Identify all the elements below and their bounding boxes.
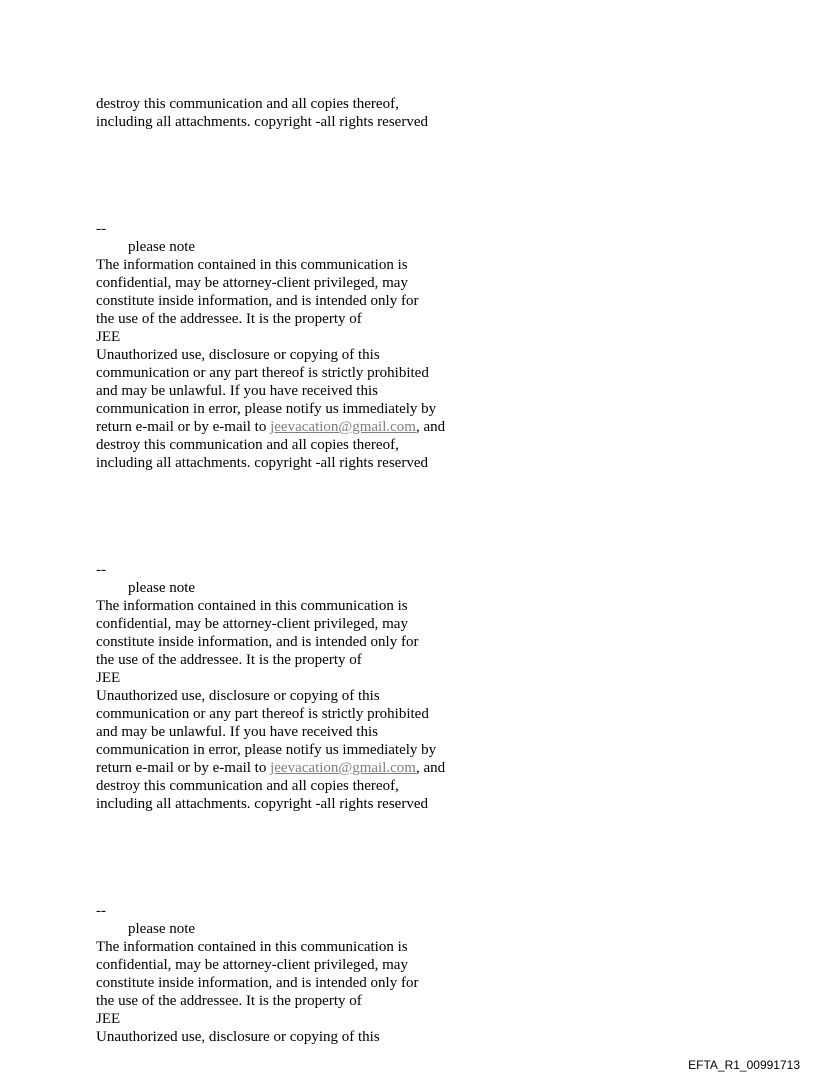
text-fragment: , and (415, 760, 446, 776)
text-line: communication or any part thereof is strictly prohibited (96, 365, 429, 381)
text-line: including all attachments. copyright -all rights reserved (96, 114, 428, 130)
text-line: Unauthorized use, disclosure or copying of this (96, 688, 380, 704)
text-line: The information contained in this communication is (96, 257, 408, 273)
spacer (96, 813, 516, 902)
text-fragment: return e-mail or by e-mail to (96, 419, 271, 435)
disclaimer-block (96, 220, 516, 472)
note-heading: please note (128, 239, 196, 255)
text-line: and may be unlawful. If you have received this (96, 383, 378, 399)
text-line: The information contained in this communication is (96, 598, 408, 614)
text-line: constitute inside information, and is intended only for (96, 634, 419, 650)
text-fragment: , and (415, 419, 446, 435)
text-line: communication or any part thereof is strictly prohibited (96, 706, 429, 722)
text-line: JEE (96, 670, 121, 686)
text-line (96, 418, 516, 436)
disclaimer-block (96, 561, 516, 813)
text-fragment: return e-mail or by e-mail to (96, 760, 271, 776)
text-line (96, 759, 516, 777)
disclaimer-block (96, 902, 516, 1046)
text-line: destroy this communication and all copies thereof, (96, 96, 399, 112)
note-heading: please note (128, 921, 196, 937)
text-line: confidential, may be attorney-client privileged, may (96, 275, 408, 291)
document-body (96, 95, 516, 1046)
text-line: Unauthorized use, disclosure or copying of this (96, 347, 380, 363)
text-line: destroy this communication and all copies thereof, (96, 437, 399, 453)
text-line: confidential, may be attorney-client privileged, may (96, 957, 408, 973)
spacer (96, 472, 516, 561)
text-line: communication in error, please notify us immediately by (96, 401, 437, 417)
email-link[interactable]: jeevacation@gmail.com (270, 760, 416, 776)
text-line: including all attachments. copyright -all rights reserved (96, 455, 428, 471)
text-line: and may be unlawful. If you have received this (96, 724, 378, 740)
separator: -- (96, 903, 106, 919)
email-link[interactable]: jeevacation@gmail.com (270, 419, 416, 435)
text-line: the use of the addressee. It is the property of (96, 311, 362, 327)
text-line: the use of the addressee. It is the property of (96, 993, 362, 1009)
text-line: including all attachments. copyright -all rights reserved (96, 796, 428, 812)
separator: -- (96, 562, 106, 578)
document-id: EFTA_R1_00991713 (688, 1058, 800, 1072)
note-heading: please note (128, 580, 196, 596)
text-line: JEE (96, 329, 121, 345)
text-line: destroy this communication and all copies thereof, (96, 778, 399, 794)
text-line: communication in error, please notify us immediately by (96, 742, 437, 758)
text-line: confidential, may be attorney-client privileged, may (96, 616, 408, 632)
text-line: constitute inside information, and is intended only for (96, 975, 419, 991)
separator: -- (96, 221, 106, 237)
text-line: JEE (96, 1011, 121, 1027)
text-line: the use of the addressee. It is the property of (96, 652, 362, 668)
text-line: Unauthorized use, disclosure or copying of this (96, 1029, 380, 1045)
text-line: constitute inside information, and is intended only for (96, 293, 419, 309)
spacer (96, 131, 516, 220)
text-line: The information contained in this communication is (96, 939, 408, 955)
